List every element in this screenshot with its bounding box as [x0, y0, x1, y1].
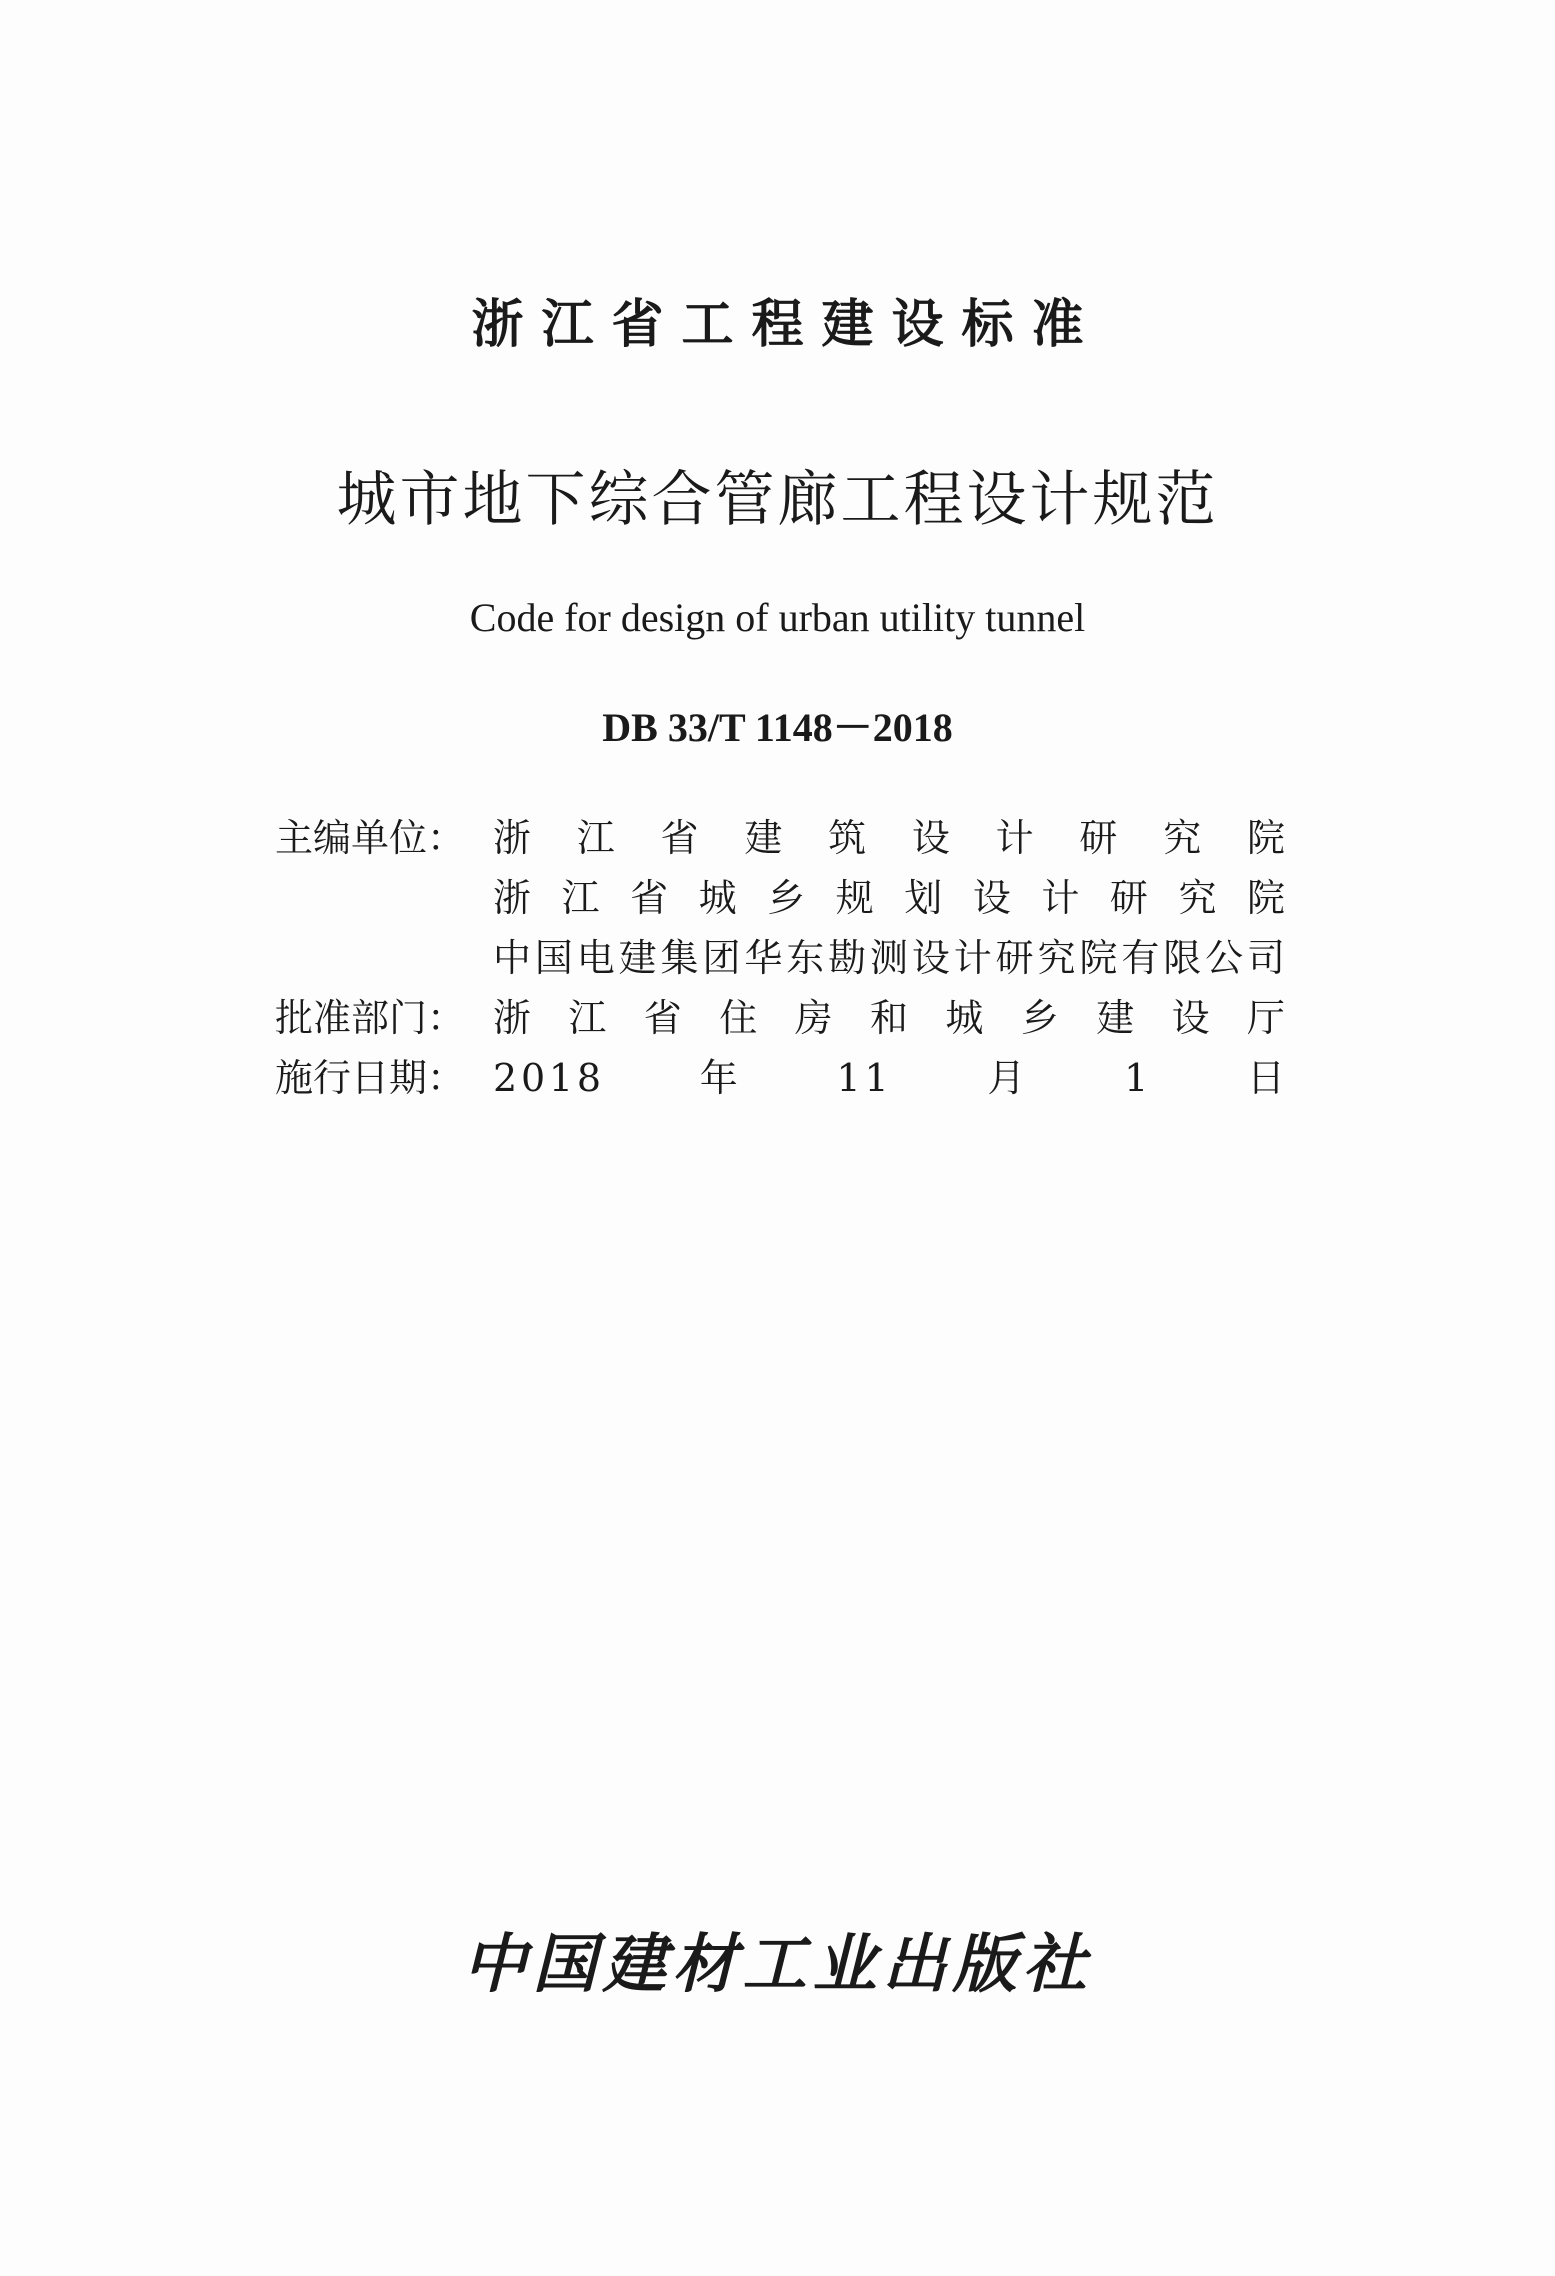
chief-editor-unit-2: 浙 江 省 城 乡 规 划 设 计 研 究 院: [493, 876, 1285, 920]
chief-editor-row-3: [275, 928, 1285, 988]
chief-editor-unit-1: 浙 江 省 建 筑 设 计 研 究 院: [493, 816, 1285, 860]
chief-editor-row-1: [275, 808, 1285, 868]
chief-editor-unit-3: 中国电建集团华东勘测设计研究院有限公司: [493, 936, 1285, 980]
effective-date: 2 0 1 8 年 1 1 月 1 日: [493, 1056, 1285, 1100]
approval-label: 批准部门：: [275, 996, 466, 1040]
standard-number: DB 33/T 1148－2018: [602, 705, 953, 750]
effective-label: 施行日期：: [275, 1056, 466, 1100]
publication-info: [275, 808, 1285, 1108]
publisher-name: 中国建材工业出版社: [462, 1927, 1093, 2002]
series-title: 浙江省工程建设标准: [471, 295, 1102, 355]
approval-department: 浙 江 省 住 房 和 城 乡 建 设 厅: [493, 996, 1285, 1040]
chief-editor-label: 主编单位：: [275, 816, 466, 860]
approval-row: [275, 988, 1285, 1048]
effective-date-row: [275, 1048, 1285, 1108]
document-title-cn: 城市地下综合管廊工程设计规范: [336, 465, 1219, 535]
chief-editor-row-2: [275, 868, 1285, 928]
document-title-en: Code for design of urban utility tunnel: [469, 595, 1086, 640]
